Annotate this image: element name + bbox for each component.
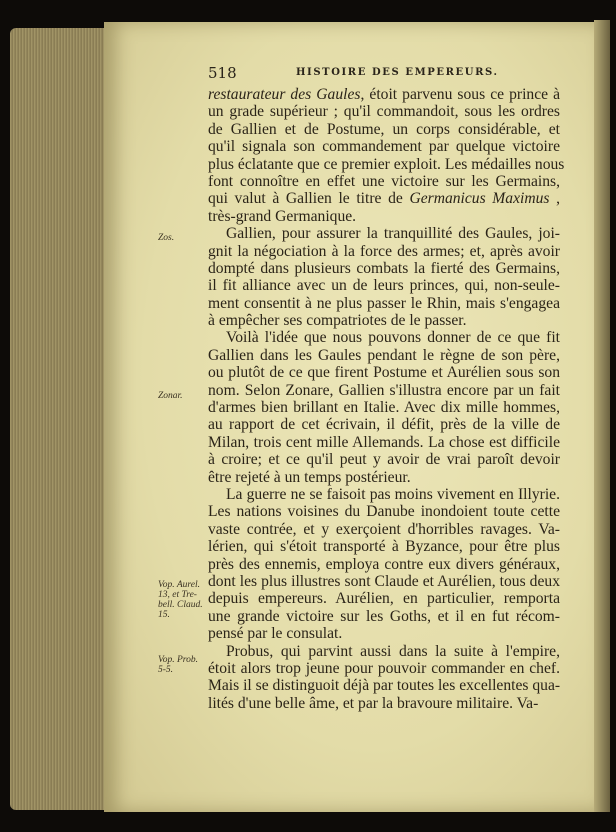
text-line — [208, 243, 560, 260]
text-segment: lités d'une belle âme, et par la bravoure militaire. Va- — [208, 694, 539, 712]
text-segment: vaste contrée, et y exerçoient d'horribles ravages. Va- — [208, 520, 560, 538]
text-segment: , — [549, 190, 560, 208]
text-segment: ment consentit à ne plus passer le Rhin, mais s'engagea — [208, 294, 560, 312]
text-segment: il fit alliance avec un de leurs princes, qui, non-seule- — [208, 277, 560, 295]
text-segment: ou plutôt de ce que firent Postume et Aurélien sous son — [208, 364, 560, 382]
paragraph — [208, 225, 560, 329]
book-fore-edge — [10, 28, 108, 810]
text-line — [208, 451, 560, 468]
text-line — [208, 677, 560, 694]
page-number: 518 — [208, 64, 237, 82]
text-line — [208, 538, 560, 555]
text-line — [208, 295, 560, 312]
text-segment: Gallien, pour assurer la tranquillité des Gaules, joi- — [226, 225, 560, 243]
text-line — [208, 486, 560, 503]
text-segment: Probus, qui parvint aussi dans la suite à l'empire, — [226, 642, 560, 660]
text-segment: La guerre ne se faisoit pas moins vivement en Illyrie. — [226, 485, 560, 503]
text-segment: depuis empereurs. Aurélien, en particulier, remporta — [208, 590, 560, 608]
text-line — [208, 573, 560, 590]
text-line — [208, 190, 560, 207]
margin-note-vopiscus-prob: Vop. Prob. 5-5. — [158, 655, 199, 675]
text-line — [208, 86, 560, 103]
text-segment: dompté dans plusieurs combats la fierté des Germains, — [208, 259, 560, 277]
text-line — [208, 521, 560, 538]
text-segment: à empêcher ses compatriotes de le passer. — [208, 312, 467, 330]
text-segment: un grade supérieur ; qu'il commandoit, sous les ordres — [208, 103, 560, 121]
paragraph — [208, 86, 565, 225]
text-segment: à croire; et ce qu'il peut y avoir de vrai paroît devoir — [208, 451, 560, 469]
text-segment: dont les plus illustres sont Claude et Aurélien, tous deux — [208, 572, 560, 590]
text-segment: très-grand Germanique. — [208, 207, 357, 225]
paragraph — [208, 329, 560, 486]
text-segment: Gallien dans les Gaules pendant le règne de son père, — [208, 346, 560, 364]
text-segment: , étoit parvenu sous ce prince à — [360, 86, 561, 103]
text-line — [208, 660, 560, 677]
text-line — [208, 434, 560, 451]
text-segment: Milan, trois cent mille Allemands. La chose est difficile — [208, 433, 560, 451]
text-line — [208, 503, 560, 520]
text-line — [208, 312, 560, 329]
text-line — [208, 121, 560, 138]
text-segment: au rapport de cet écrivain, il défit, près de la ville de — [208, 416, 560, 434]
paragraph — [208, 486, 560, 643]
text-segment: plus éclatante que ce premier exploit. Les médailles nous — [208, 155, 565, 173]
facing-page-edge — [594, 20, 610, 812]
text-line — [208, 208, 560, 225]
text-segment: près des ennemis, employa contre eux divers généraux, — [208, 555, 560, 573]
text-line — [208, 416, 560, 433]
text-line — [208, 103, 560, 120]
text-line — [208, 695, 560, 712]
text-segment: Mais il se distinguoit déjà par toutes les excellentes qua- — [208, 677, 561, 695]
margin-note-vopiscus-aurel: Vop. Aurel. 13, et Tre-bell. Claud. 15. — [158, 580, 203, 620]
text-segment: Les nations voisines du Danube inondoient toute cette — [208, 503, 560, 521]
text-line — [208, 608, 560, 625]
margin-note-zos: Zos. — [158, 233, 175, 243]
text-line — [208, 225, 560, 242]
page-header — [208, 64, 558, 82]
text-segment: gnit la négociation à la force des armes; et, après avoir — [208, 242, 560, 260]
text-line — [208, 625, 560, 642]
text-segment: étoit alors trop jeune pour pouvoir commander en chef. — [208, 659, 560, 677]
text-line — [208, 590, 560, 607]
page-body-text — [208, 86, 565, 712]
text-segment: être rejeté à un temps postérieur. — [208, 468, 411, 486]
text-line — [208, 260, 560, 277]
text-line — [208, 382, 560, 399]
running-title: HISTOIRE DES EMPEREURS. — [296, 67, 499, 78]
text-segment: d'armes bien brillant en Italie. Avec dix mille hommes, — [208, 399, 560, 417]
text-line — [208, 155, 565, 173]
text-segment: Voilà l'idée que nous pouvons donner de ce que fit — [226, 329, 560, 347]
text-line — [208, 364, 560, 381]
text-segment: nom. Selon Zonare, Gallien s'illustra encore par un fait — [208, 381, 560, 399]
text-segment: de Gallien et de Postume, un corps considérable, et — [208, 120, 560, 138]
text-segment: qu'il signala son commandement par quelque victoire — [208, 138, 560, 156]
text-line — [208, 277, 560, 294]
text-segment: font connoître en effet une victoire sur les Germains, — [208, 172, 560, 190]
text-line — [208, 329, 560, 346]
text-line — [208, 173, 560, 190]
text-line — [208, 399, 560, 416]
italic-text: restaurateur des Gaules — [208, 86, 361, 103]
text-line — [208, 643, 560, 660]
text-line — [208, 138, 560, 155]
text-segment: lérien, qui s'étoit transporté à Byzance, pour être plus — [208, 538, 560, 556]
text-line — [208, 347, 560, 364]
paragraph — [208, 643, 560, 713]
text-line — [208, 556, 560, 573]
text-segment: pensé par le consulat. — [208, 625, 343, 643]
text-segment: une grande victoire sur les Goths, et il en fut récom- — [208, 607, 560, 625]
text-line — [208, 469, 560, 486]
text-segment: qui valut à Gallien le titre de — [208, 190, 410, 208]
margin-note-zonar: Zonar. — [158, 391, 183, 401]
italic-text: Germanicus Maximus — [409, 190, 550, 208]
